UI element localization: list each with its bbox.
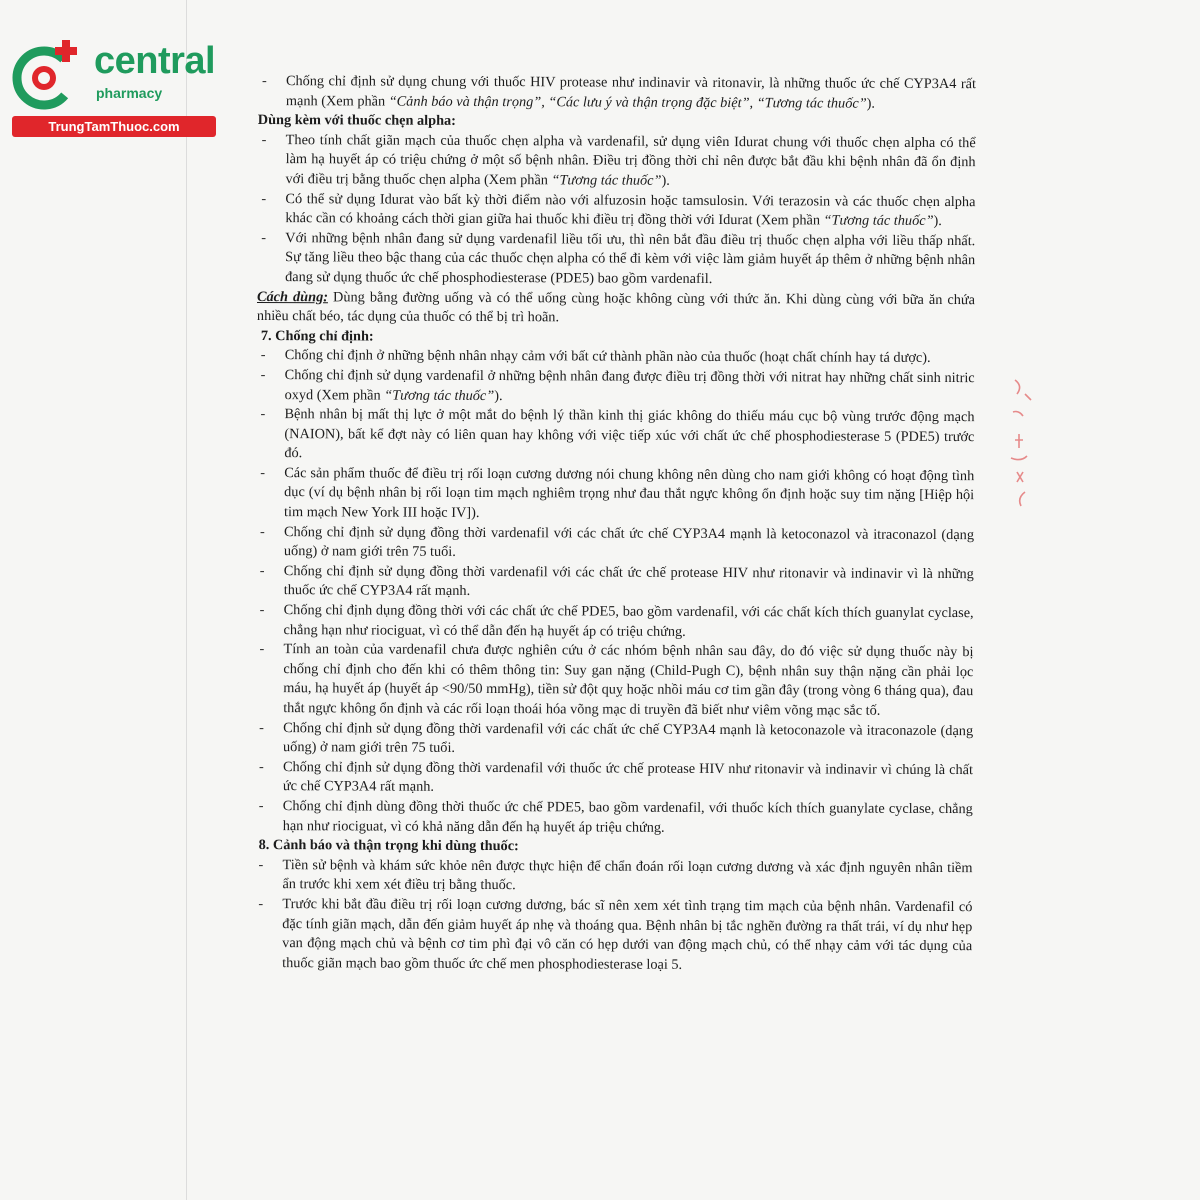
paragraph-text: Tính an toàn của vardenafil chưa được nghiên cứu ở các nhóm bệnh nhân sau đây, do đó việc sử dụng thuốc này bị chống chỉ định cho đến khi có thêm thông tin: Suy gan nặng (Child-Pugh C), bệnh nhân suy thận nặng cần phải lọc máu, hạ huyết áp (huyết áp <90/50 mmHg), tiền sử đột quỵ hoặc nhồi máu cơ tim gần đây (trong vòng 6 tháng qua), đau thắt ngực không ổn định và các rối loạn thoái hóa võng mạc di truyền đã biết như viêm võng mạc sắc tố. <box>283 641 974 719</box>
list-item <box>256 562 974 604</box>
bullet-dash: - <box>258 895 264 912</box>
bullet-dash: - <box>260 366 266 383</box>
paragraph-text: Chống chỉ định ở những bệnh nhân nhạy cảm với bất cứ thành phần nào của thuốc (hoạt chất chính hay tá dược). <box>284 347 931 367</box>
paragraph-text: Chống chỉ định dụng đồng thời với các chất ức chế PDE5, bao gồm vardenafil, với các chất kích thích guanylat cyclase, chẳng hạn như riociguat, vì có thể dẫn đến hạ huyết áp có triệu chứng. <box>283 602 974 640</box>
paragraph-text: Có thể sử dụng Idurat vào bất kỳ thời điểm nào với alfuzosin hoặc tamsulosin. Với terazosin và các thuốc chẹn alpha khác cần có khoảng cách thời gian giữa hai thuốc khi điều trị đồng thời với Idurat (Xem phần <box>285 190 976 229</box>
section-8-title: 8. Cảnh báo và thận trọng khi dùng thuốc: <box>258 837 519 855</box>
list-item <box>257 366 975 408</box>
bullet-dash: - <box>259 523 265 540</box>
bullet-dash: - <box>261 73 267 90</box>
alpha-blocker-heading: Dùng kèm với thuốc chẹn alpha: <box>257 112 457 130</box>
paragraph-text: ). <box>661 172 670 189</box>
paragraph-text: ). <box>494 387 503 404</box>
bullet-dash: - <box>261 190 267 207</box>
usage-text: Dùng bằng đường uống và có thể uống cùng hoặc không cùng với thức ăn. Khi dùng cùng với bữa ăn chứa nhiều chất béo, tác dụng của thuốc có thể bị trì hoãn. <box>256 288 976 326</box>
paragraph-text: Chống chỉ định sử dụng đồng thời vardenafil với các chất ức chế CYP3A4 mạnh là ketoconazole và itraconazole (dạng uống) ở nam giới trên 75 tuổi. <box>283 719 974 757</box>
stamp-mark-icon <box>1005 372 1041 512</box>
document-body <box>254 72 976 976</box>
paragraph-text: Chống chỉ định sử dụng đồng thời vardenafil với các chất ức chế CYP3A4 mạnh là ketoconazol và itraconazol (dạng uống) ở nam giới trên 75 tuổi. <box>283 523 975 561</box>
paragraph-text: ). <box>933 213 942 230</box>
paragraph-text: Các sản phẩm thuốc để điều trị rối loạn cương dương nói chung không nên dùng cho nam giới không có hoạt động tình dục (ví dụ bệnh nhân bị rối loạn tim mạch nghiêm trọng như đau thắt ngực không ổn định hoặc suy tim nặng [Hiệp hội tim mạch New York III hoặc IV]). <box>284 464 975 522</box>
usage-label: Cách dùng: <box>256 288 329 305</box>
paragraph-text: Trước khi bắt đầu điều trị rối loạn cương dương, bác sĩ nên xem xét tình trạng tim mạch của bệnh nhân. Vardenafil có đặc tính giãn mạch, dẫn đến giảm huyết áp nhẹ và thoáng qua. Bệnh nhân bị tắc nghẽn đường ra thất trái, ví dụ như hẹp van động mạch chủ và bệnh cơ tim phì đại vô căn có hẹp dưới van động mạch chủ, có thể nhạy cảm với tác dụng của thuốc giãn mạch bao gồm thuốc ức chế men phosphodiesterase loại 5. <box>282 896 973 973</box>
logo-website-banner[interactable]: TrungTamThuoc.com <box>12 116 216 137</box>
paragraph-text: Chống chỉ định sử dụng chung với thuốc HIV protease như indinavir và ritonavir, là những thuốc ức chế CYP3A4 rất mạnh (Xem phần <box>285 73 976 110</box>
list-item <box>256 523 974 565</box>
central-pharmacy-logo[interactable] <box>8 34 218 139</box>
bullet-dash: - <box>259 641 265 658</box>
paragraph-text: Bệnh nhân bị mất thị lực ở một mắt do bệnh lý thần kinh thị giác không do thiếu máu cục bộ vùng trước động mạch (NAION), bất kể đợt này có liên quan hay không với việc tiếp xúc với chất ức chế phosphodiesterase 5 (PDE5) trước đó. <box>284 406 975 462</box>
list-item <box>255 640 973 722</box>
list-item <box>255 719 973 761</box>
list-item <box>254 895 972 977</box>
paragraph-text: Chống chỉ định sử dụng đồng thời vardenafil với thuốc ức chế protease HIV như ritonavir và indinavir vì chúng là chất ức chế CYP3A4 rất mạnh. <box>282 758 973 796</box>
paragraph-text: Theo tính chất giãn mạch của thuốc chẹn alpha và vardenafil, sử dụng viên Idurat chung với thuốc chẹn alpha có thể làm hạ huyết áp có triệu chứng ở một số bệnh nhân. Điều trị đồng thời chỉ nên được bắt đầu khi bệnh nhân đã ổn định với điều trị bằng thuốc chẹn alpha (Xem phần <box>285 131 976 189</box>
bullet-dash: - <box>259 602 265 619</box>
reference-text: “Tương tác thuốc” <box>823 212 934 230</box>
paragraph-text: Với những bệnh nhân đang sử dụng vardenafil liều tối ưu, thì nên bắt đầu điều trị thuốc chẹn alpha với liều thấp nhất. Sự tăng liều theo bậc thang của các thuốc chẹn alpha có thể đi kèm với việc làm giảm huyết áp thêm ở những bệnh nhân đang sử dụng thuốc ức chế phosphodiesterase (PDE5) bao gồm vardenafil. <box>285 229 976 287</box>
bullet-dash: - <box>260 406 266 423</box>
list-item <box>255 758 973 800</box>
list-item <box>256 601 974 643</box>
section-7-title: 7. Chống chỉ định: <box>260 327 374 345</box>
list-item <box>255 797 973 839</box>
list-item <box>258 72 976 114</box>
bullet-dash: - <box>258 758 264 775</box>
logo-subtitle: pharmacy <box>96 85 163 101</box>
list-item <box>257 229 975 291</box>
reference-text: “Tương tác thuốc” <box>551 172 662 189</box>
bullet-dash: - <box>260 347 266 364</box>
paragraph-text: Chống chỉ định dùng đồng thời thuốc ức chế PDE5, bao gồm vardenafil, với thuốc kích thích guanylate cyclase, chẳng hạn như riociguat, vì có khả năng dẫn đến hạ huyết áp triệu chứng. <box>282 798 973 836</box>
logo-name: central <box>94 40 216 82</box>
paragraph-text: Chống chỉ định sử dụng vardenafil ở những bệnh nhân đang được điều trị đồng thời với nitrat hay những chất sinh nitric oxyd (Xem phần <box>284 367 975 404</box>
usage-paragraph <box>257 288 975 330</box>
paragraph-text: Tiền sử bệnh và khám sức khỏe nên được thực hiện để chẩn đoán rối loạn cương dương và xác định nguyên nhân tiềm ẩn trước khi xem xét điều trị bằng thuốc. <box>282 856 973 894</box>
list-item <box>256 405 974 467</box>
paragraph-text: ). <box>866 95 876 112</box>
bullet-dash: - <box>261 131 267 148</box>
list-item <box>254 856 972 898</box>
bullet-dash: - <box>258 797 264 814</box>
paragraph-text: Chống chỉ định sử dụng đồng thời vardenafil với các chất ức chế protease HIV như ritonavir và indinavir vì là những thuốc ức chế CYP3A4 rất mạnh. <box>283 562 974 600</box>
bullet-dash: - <box>259 562 265 579</box>
reference-text: “Cảnh báo và thận trọng”, “Các lưu ý và thận trọng đặc biệt”, “Tương tác thuốc” <box>388 93 867 112</box>
bullet-dash: - <box>260 464 266 481</box>
bullet-dash: - <box>259 719 264 736</box>
list-item <box>256 464 974 526</box>
reference-text: “Tương tác thuốc” <box>384 387 495 404</box>
bullet-dash: - <box>261 229 267 246</box>
list-item <box>257 190 975 232</box>
pharmacy-logo-icon <box>8 34 90 116</box>
page-edge <box>186 0 187 1200</box>
list-item <box>257 131 975 193</box>
bullet-dash: - <box>258 856 264 873</box>
